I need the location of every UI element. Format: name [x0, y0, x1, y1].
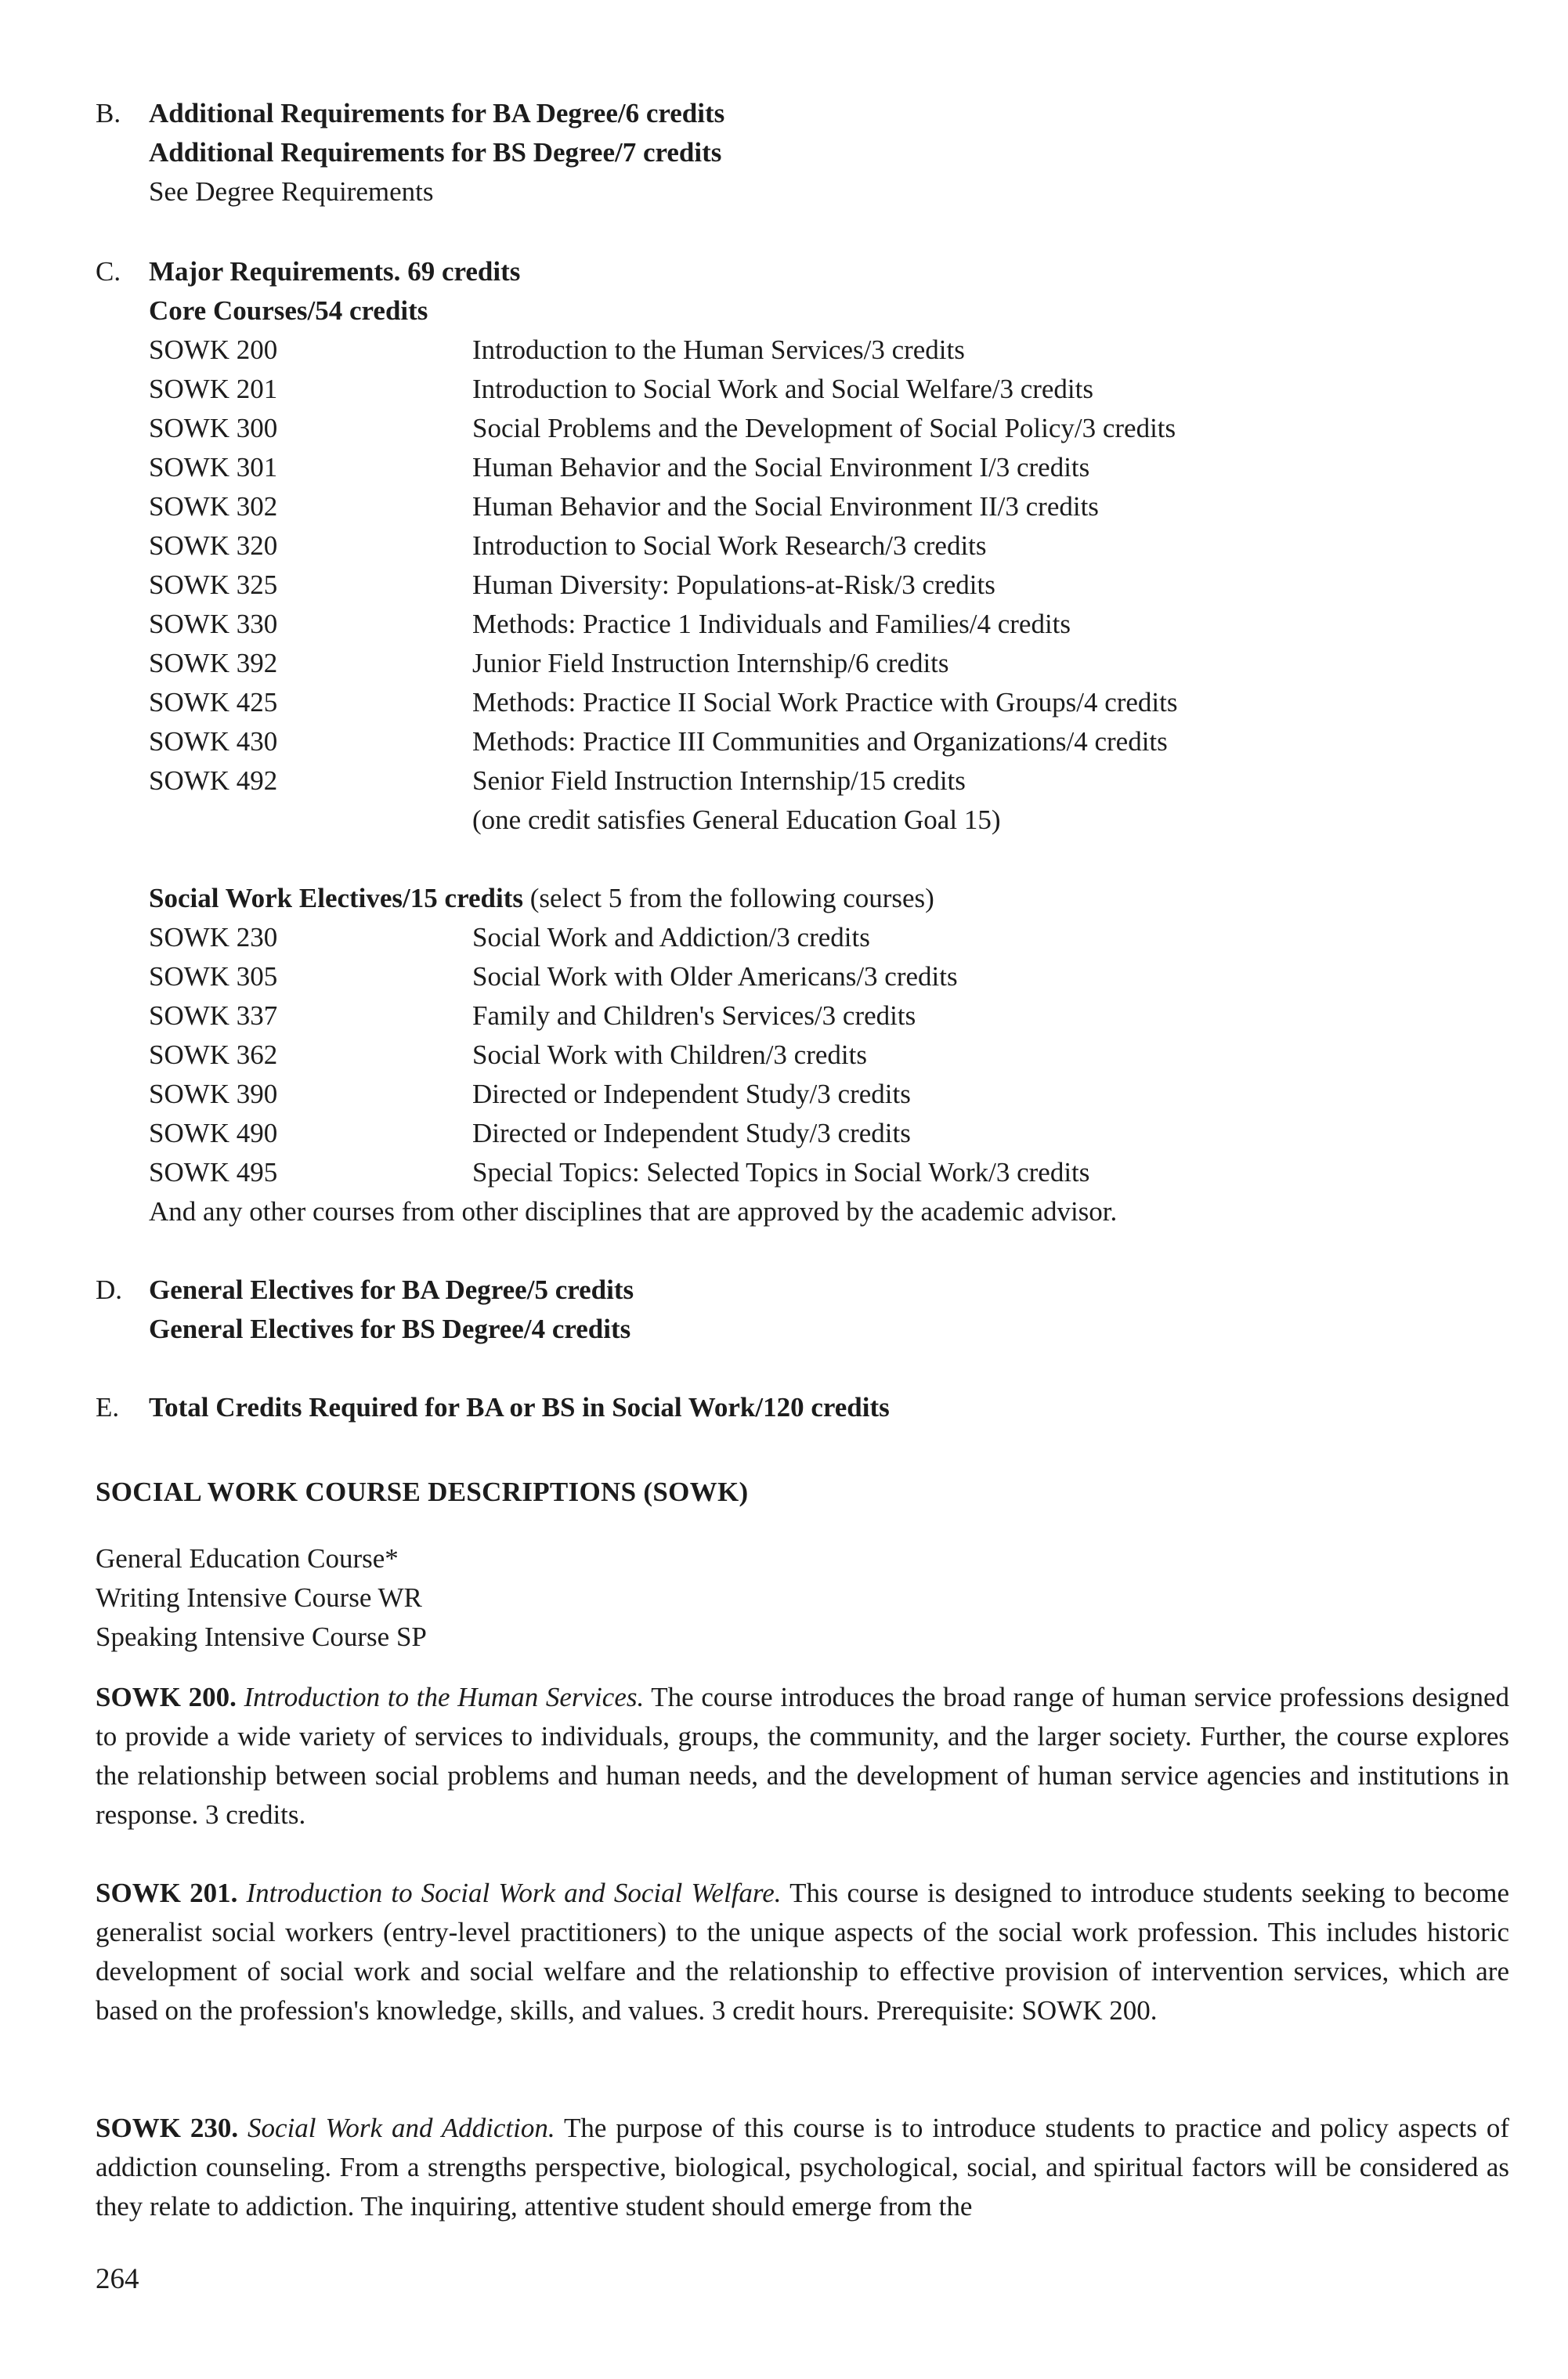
core-course-title: Junior Field Instruction Internship/6 credits — [472, 648, 949, 678]
section-e-letter: E. — [96, 1392, 120, 1423]
elective-course-title: Social Work and Addiction/3 credits — [472, 922, 870, 953]
elective-course-code: SOWK 230 — [149, 922, 278, 953]
section-e-line-1: Total Credits Required for BA or BS in Social Work/120 credits — [149, 1392, 890, 1423]
core-course-code: SOWK 301 — [149, 452, 278, 483]
elective-course-title: Special Topics: Selected Topics in Social Work/3 credits — [472, 1157, 1090, 1188]
legend-writing-intensive: Writing Intensive Course WR — [96, 1582, 422, 1613]
electives-heading — [149, 879, 934, 918]
course-code: SOWK 201. — [96, 1878, 238, 1908]
core-course-title: Methods: Practice III Communities and Organizations/4 credits — [472, 726, 1168, 757]
elective-course-code: SOWK 305 — [149, 961, 278, 992]
elective-course-code: SOWK 495 — [149, 1157, 278, 1188]
electives-instruction: (select 5 from the following courses) — [522, 883, 934, 913]
major-requirements-heading — [149, 252, 520, 291]
legend-speaking-intensive: Speaking Intensive Course SP — [96, 1622, 427, 1652]
core-course-title: Human Behavior and the Social Environment I/3 credits — [472, 452, 1090, 483]
course-text: The purpose of this course is to introduce students to practice and policy aspects of addiction counseling. From a strengths perspective, biological, psychological, social, and spiritual factors will be considered as they relate to addiction. The inquiring, attentive student should emerge from the — [96, 2113, 1509, 2222]
core-course-title: Senior Field Instruction Internship/15 credits — [472, 765, 966, 796]
core-course-code: SOWK 325 — [149, 569, 278, 600]
core-course-code: SOWK 302 — [149, 491, 278, 522]
core-course-title: Introduction to the Human Services/3 credits — [472, 334, 965, 365]
course-description — [96, 2109, 1509, 2226]
core-course-code: SOWK 300 — [149, 413, 278, 443]
elective-course-code: SOWK 362 — [149, 1039, 278, 1070]
elective-course-title: Social Work with Older Americans/3 credits — [472, 961, 958, 992]
course-title: Social Work and Addiction. — [247, 2113, 555, 2143]
electives-note: And any other courses from other disciplines that are approved by the academic advisor. — [149, 1196, 1118, 1227]
section-b-line-2: Additional Requirements for BS Degree/7 credits — [149, 137, 722, 168]
section-d-line-2: General Electives for BS Degree/4 credits — [149, 1314, 631, 1344]
section-b-note: See Degree Requirements — [149, 176, 434, 207]
elective-course-title: Social Work with Children/3 credits — [472, 1039, 867, 1070]
course-title: Introduction to the Human Services. — [244, 1682, 645, 1712]
course-title: Introduction to Social Work and Social Welfare. — [246, 1878, 782, 1908]
core-course-title: Human Diversity: Populations-at-Risk/3 credits — [472, 569, 995, 600]
major-requirements-label: Major Requirements. — [149, 256, 401, 287]
core-course-note: (one credit satisfies General Education Goal 15) — [472, 804, 1001, 835]
elective-course-title: Directed or Independent Study/3 credits — [472, 1079, 911, 1109]
course-text: The course introduces the broad range of human service professions designed to provide a wide variety of services to individuals, groups, the community, and the larger society. Further, the course explores the relationship between social problems and human needs, and the development of human service agencies and institutions in response. 3 credits. — [96, 1682, 1509, 1830]
core-course-code: SOWK 320 — [149, 530, 278, 561]
section-d-letter: D. — [96, 1274, 123, 1305]
core-course-title: Human Behavior and the Social Environment II/3 credits — [472, 491, 1099, 522]
course-description — [96, 1678, 1509, 1835]
core-course-title: Methods: Practice II Social Work Practice with Groups/4 credits — [472, 687, 1178, 718]
core-course-title: Methods: Practice 1 Individuals and Families/4 credits — [472, 609, 1071, 639]
legend-general-education: General Education Course* — [96, 1543, 399, 1574]
course-code: SOWK 200. — [96, 1682, 237, 1712]
core-course-code: SOWK 392 — [149, 648, 278, 678]
core-course-title: Introduction to Social Work Research/3 credits — [472, 530, 987, 561]
core-course-code: SOWK 492 — [149, 765, 278, 796]
section-b-line-1: Additional Requirements for BA Degree/6 credits — [149, 98, 725, 128]
course-descriptions-heading: SOCIAL WORK COURSE DESCRIPTIONS (SOWK) — [96, 1477, 749, 1507]
electives-label: Social Work Electives/15 credits — [149, 883, 523, 913]
course-text: This course is designed to introduce students seeking to become generalist social workers (entry-level practitioners) to the unique aspects of the social work profession. This includes historic development of social work and social welfare and the relationship to effective provision of intervention services, which are based on the profession's knowledge, skills, and values. 3 credit hours. Prerequisite: SOWK 200. — [96, 1878, 1509, 2026]
core-course-title: Social Problems and the Development of Social Policy/3 credits — [472, 413, 1176, 443]
elective-course-title: Family and Children's Services/3 credits — [472, 1000, 916, 1031]
core-course-code: SOWK 430 — [149, 726, 278, 757]
course-code: SOWK 230. — [96, 2113, 239, 2143]
core-course-title: Introduction to Social Work and Social Welfare/3 credits — [472, 374, 1094, 404]
major-requirements-credits: 69 credits — [400, 256, 521, 287]
elective-course-code: SOWK 490 — [149, 1118, 278, 1148]
core-course-code: SOWK 200 — [149, 334, 278, 365]
page-number: 264 — [96, 2263, 139, 2295]
section-b-letter: B. — [96, 98, 121, 128]
elective-course-code: SOWK 337 — [149, 1000, 278, 1031]
course-description — [96, 1874, 1509, 2030]
core-course-code: SOWK 201 — [149, 374, 278, 404]
section-c-letter: C. — [96, 256, 121, 287]
core-course-code: SOWK 330 — [149, 609, 278, 639]
elective-course-title: Directed or Independent Study/3 credits — [472, 1118, 911, 1148]
core-course-code: SOWK 425 — [149, 687, 278, 718]
section-d-line-1: General Electives for BA Degree/5 credits — [149, 1274, 634, 1305]
core-courses-heading: Core Courses/54 credits — [149, 295, 428, 326]
elective-course-code: SOWK 390 — [149, 1079, 278, 1109]
